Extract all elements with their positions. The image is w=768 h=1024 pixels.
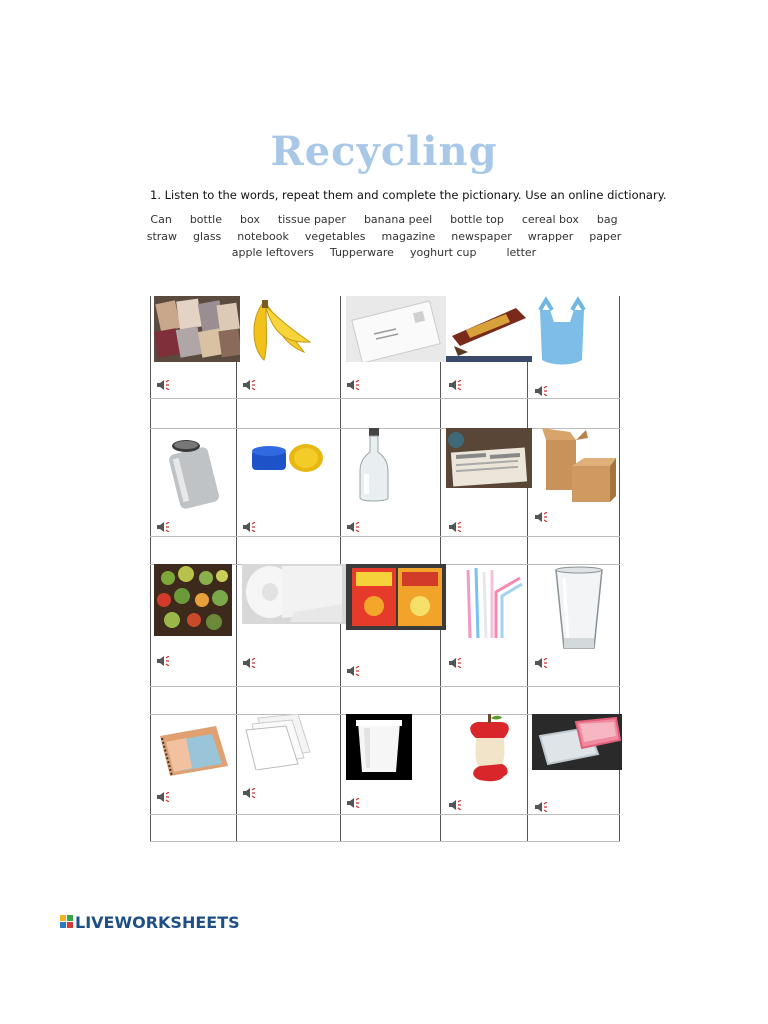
newspaper-picture	[446, 428, 532, 488]
word-letter: letter	[506, 246, 537, 259]
can-picture	[164, 436, 226, 510]
word-can: Can	[150, 213, 172, 226]
word-tupperware: Tupperware	[329, 246, 394, 259]
speaker-icon[interactable]	[346, 666, 360, 676]
speaker-icon[interactable]	[156, 792, 170, 802]
speaker-icon[interactable]	[242, 380, 256, 390]
word-bank-line-3	[150, 245, 618, 262]
magazine-picture	[154, 296, 240, 362]
speaker-icon[interactable]	[346, 798, 360, 808]
word-wrapper: wrapper	[527, 229, 574, 243]
speaker-icon[interactable]	[346, 522, 360, 532]
speaker-icon[interactable]	[534, 658, 548, 668]
box-picture	[540, 426, 616, 506]
speaker-icon[interactable]	[534, 512, 548, 522]
speaker-icon[interactable]	[156, 522, 170, 532]
glass-picture	[552, 564, 606, 652]
bag-picture	[532, 296, 592, 366]
letter-picture	[346, 296, 446, 362]
speaker-icon[interactable]	[242, 788, 256, 798]
banana-peel-picture	[242, 298, 314, 364]
speaker-icon[interactable]	[448, 800, 462, 810]
worksheet-title: Recycling	[270, 128, 498, 175]
word-bank-line-1	[150, 212, 618, 229]
word-newspaper: newspaper	[451, 229, 512, 243]
liveworksheets-logo[interactable]	[60, 912, 240, 932]
speaker-icon[interactable]	[534, 802, 548, 812]
word-paper: paper	[589, 229, 622, 243]
liveworksheets-logo-icon	[60, 915, 74, 929]
brand-name: LIVEWORKSHEETS	[75, 912, 240, 932]
speaker-icon[interactable]	[448, 380, 462, 390]
word-bank-line-2	[146, 229, 622, 246]
word-box: box	[239, 213, 260, 226]
word-notebook: notebook	[237, 229, 289, 243]
yoghurt-cup-picture	[346, 714, 412, 780]
word-bottle-top: bottle top	[450, 213, 504, 226]
word-banana-peel: banana peel	[363, 213, 433, 226]
word-magazine: magazine	[381, 229, 436, 243]
word-bank	[146, 212, 622, 262]
speaker-icon[interactable]	[448, 658, 462, 668]
speaker-icon[interactable]	[156, 380, 170, 390]
cereal-box-picture	[346, 564, 446, 630]
paper-picture	[242, 714, 314, 770]
bottle-top-picture	[250, 442, 326, 474]
speaker-icon[interactable]	[242, 522, 256, 532]
word-vegetables: vegetables	[304, 229, 366, 243]
straw-picture	[462, 564, 524, 640]
word-straw: straw	[146, 229, 178, 243]
word-bag: bag	[596, 213, 618, 226]
word-apple-leftovers: apple leftovers	[231, 246, 314, 259]
vegetables-picture	[154, 564, 232, 636]
speaker-icon[interactable]	[346, 380, 360, 390]
wrapper-picture	[446, 296, 532, 362]
word-glass: glass	[193, 229, 222, 243]
word-yoghurt-cup: yoghurt cup	[409, 246, 477, 259]
speaker-icon[interactable]	[448, 522, 462, 532]
speaker-icon[interactable]	[156, 656, 170, 666]
apple-leftovers-picture	[456, 714, 524, 784]
word-bottle: bottle	[189, 213, 222, 226]
notebook-picture	[156, 724, 232, 780]
instruction-text: 1. Listen to the words, repeat them and complete the pictionary. Use an online dictionary.	[150, 188, 667, 202]
tissue-paper-picture	[242, 564, 346, 624]
tupperware-picture	[532, 714, 622, 770]
pictionary-grid	[150, 296, 620, 842]
word-tissue-paper: tissue paper	[277, 213, 346, 226]
speaker-icon[interactable]	[534, 386, 548, 396]
bottle-picture	[356, 428, 392, 504]
speaker-icon[interactable]	[242, 658, 256, 668]
word-cereal-box: cereal box	[521, 213, 579, 226]
